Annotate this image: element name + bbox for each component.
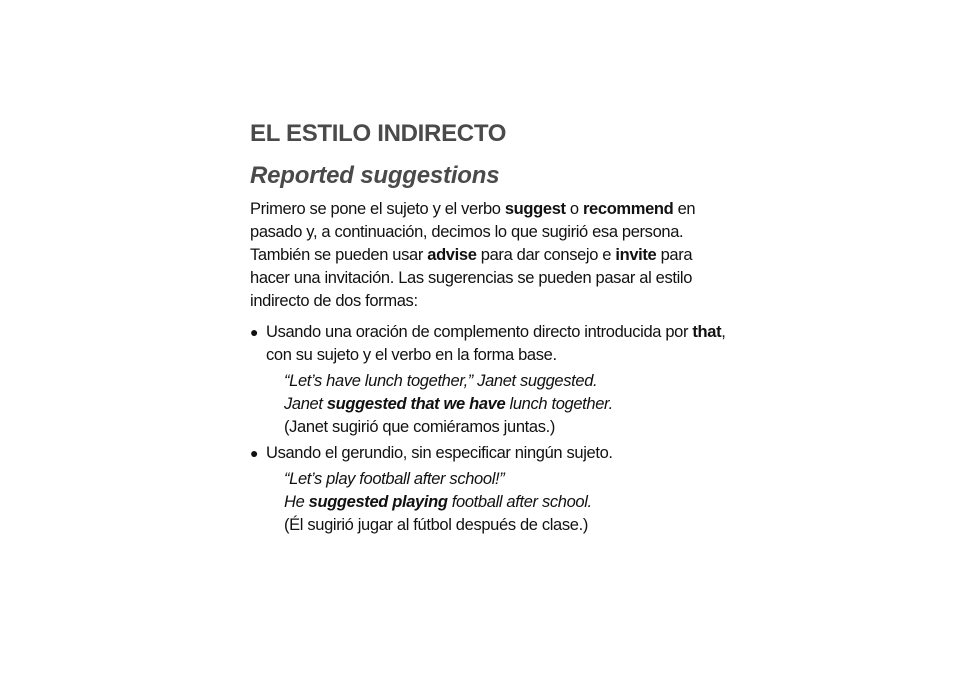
section-subtitle: Reported suggestions [250, 162, 500, 189]
keyword-invite: invite [615, 246, 657, 264]
example-text: lunch together. [505, 395, 613, 413]
example-quote: “Let’s have lunch together,” Janet suggested. [284, 372, 598, 390]
example-keyword: suggested playing [308, 493, 448, 511]
intro-text: para dar consejo e [476, 246, 616, 264]
example-text: football after school. [447, 493, 592, 511]
example-text: Janet [284, 395, 327, 413]
bullet-icon: ● [250, 445, 259, 461]
bullet-text: Usando el gerundio, sin especificar ningún sujeto. [266, 444, 613, 462]
list-item [250, 442, 730, 465]
keyword-suggest: suggest [504, 200, 566, 218]
example-translation: (Janet sugirió que comiéramos juntas.) [284, 418, 555, 436]
example-translation: (Él sugirió jugar al fútbol después de clase.) [284, 516, 588, 534]
intro-text: o [565, 200, 583, 218]
example-reported [284, 393, 730, 416]
example-block [284, 468, 730, 537]
bullet-text: Usando una oración de complemento directo introducida por [266, 323, 693, 341]
intro-text: para hacer una invitación. Las sugerencias se pueden pasar al estilo indirecto de dos formas: [250, 246, 693, 310]
bullet-text: , con su sujeto y el verbo en la forma base. [266, 323, 726, 364]
example-block [284, 370, 730, 439]
bullet-icon: ● [250, 324, 259, 340]
grammar-note [250, 118, 730, 540]
list-item [250, 321, 730, 367]
example-reported [284, 491, 730, 514]
page-title: EL ESTILO INDIRECTO [250, 120, 507, 147]
intro-text: en pasado y, a continuación, decimos lo que sugirió esa persona. También se pueden usar [250, 200, 696, 264]
example-keyword: suggested that we have [326, 395, 506, 413]
keyword-recommend: recommend [582, 200, 674, 218]
keyword-advise: advise [427, 246, 477, 264]
example-quote: “Let’s play football after school!” [284, 470, 505, 488]
keyword-that: that [692, 323, 722, 341]
intro-text: Primero se pone el sujeto y el verbo [250, 200, 505, 218]
intro-paragraph [250, 198, 730, 313]
example-text: He [284, 493, 309, 511]
